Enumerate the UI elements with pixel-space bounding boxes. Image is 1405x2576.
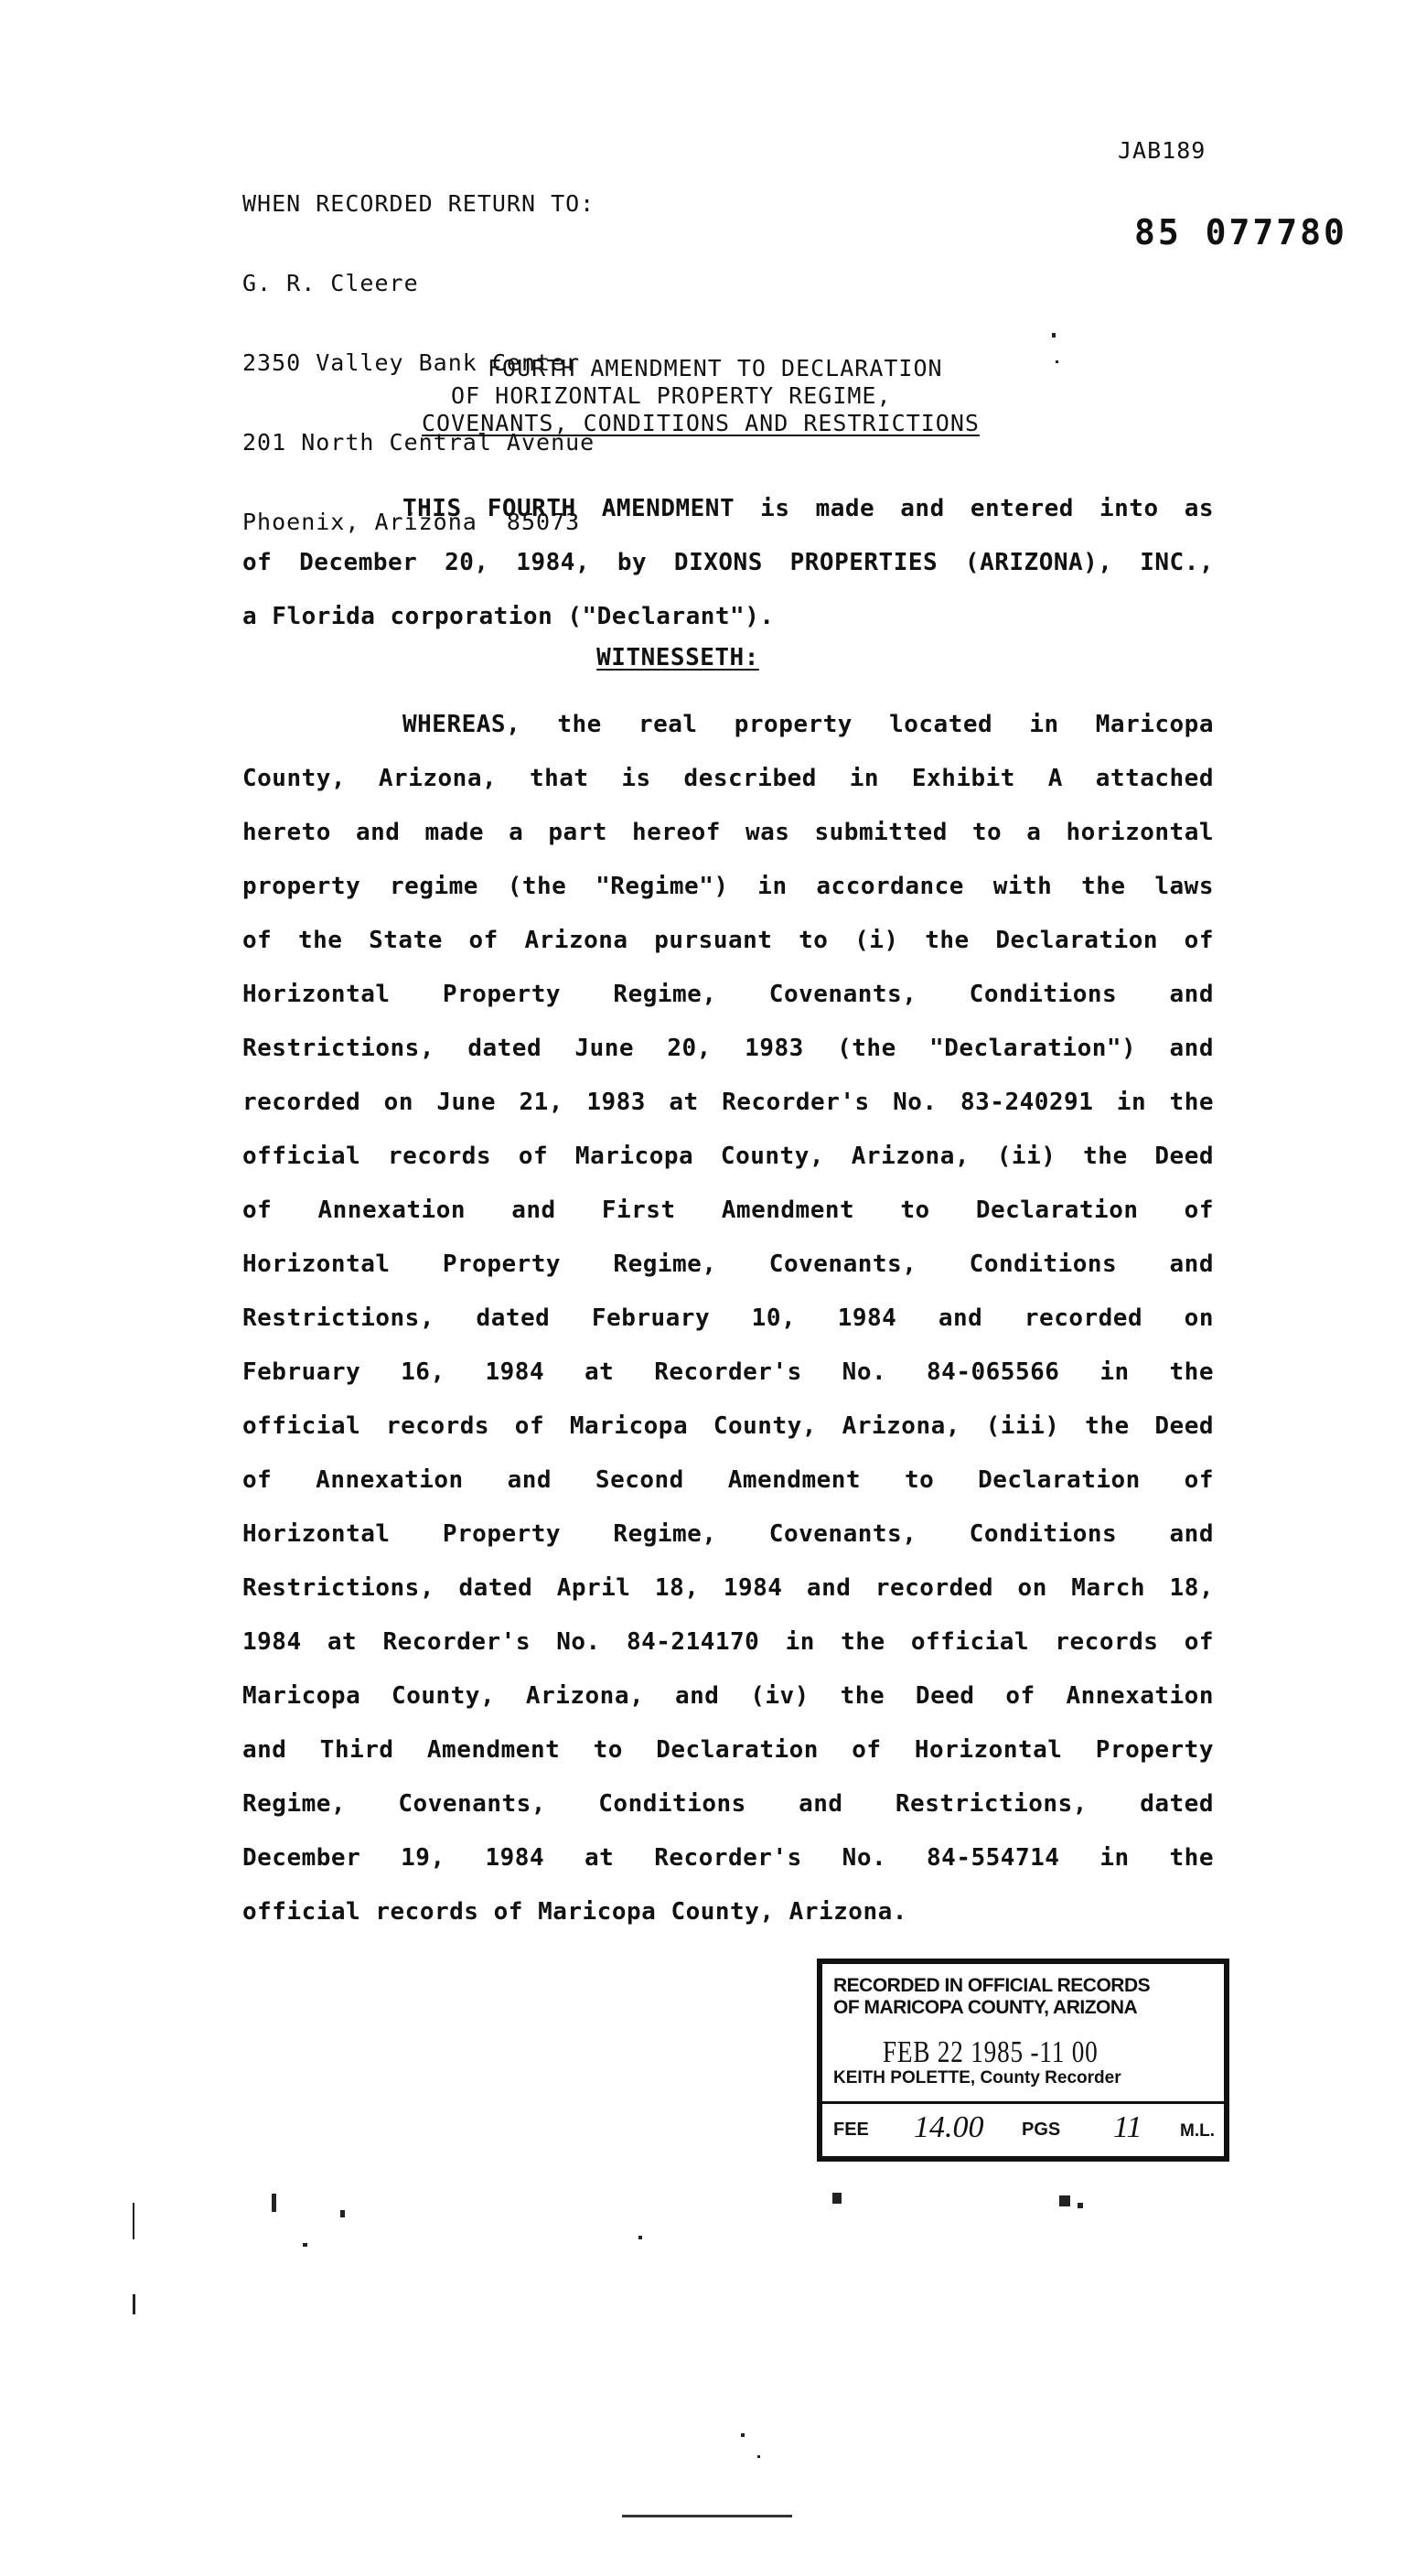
- scan-speck: [340, 2210, 345, 2217]
- scan-speck: [1056, 360, 1058, 363]
- stamp-divider: [822, 2101, 1224, 2104]
- scan-speck: [133, 2203, 134, 2239]
- scan-speck: [1078, 2203, 1083, 2208]
- document-code: JAB189: [1118, 137, 1207, 164]
- paragraph-line: of the State of Arizona pursuant to (i) the Declaration of: [242, 927, 1214, 954]
- stamp-pgs-value: 11: [1113, 2110, 1142, 2144]
- title-line-3: COVENANTS, CONDITIONS AND RESTRICTIONS: [422, 410, 980, 436]
- scan-speck: [741, 2433, 745, 2437]
- paragraph-line: official records of Maricopa County, Arizona, (ii) the Deed: [242, 1143, 1214, 1170]
- paragraph-line: Restrictions, dated June 20, 1983 (the "Declaration") and: [242, 1035, 1214, 1062]
- paragraph-line: hereto and made a part hereof was submitted to a horizontal: [242, 819, 1214, 846]
- scan-speck: [1059, 2195, 1070, 2206]
- title-line-1: FOURTH AMENDMENT TO DECLARATION: [488, 355, 943, 381]
- paragraph-line: a Florida corporation ("Declarant").: [242, 603, 775, 630]
- scan-speck: [272, 2194, 276, 2212]
- stamp-pgs-label: PGS: [1022, 2120, 1061, 2140]
- recording-stamp: [817, 1959, 1229, 2162]
- paragraph-line: and Third Amendment to Declaration of Horizontal Property: [242, 1736, 1214, 1764]
- intro-paragraph: [242, 482, 1214, 644]
- stamp-line-2: OF MARICOPA COUNTY, ARIZONA: [833, 1997, 1138, 2018]
- return-line: 201 North Central Avenue: [242, 429, 595, 456]
- stamp-fee-value: 14.00: [914, 2110, 984, 2144]
- scan-speck: [832, 2193, 842, 2204]
- stamp-fee-label: FEE: [833, 2120, 869, 2140]
- scan-speck: [757, 2455, 760, 2458]
- paragraph-line: Restrictions, dated April 18, 1984 and recorded on March 18,: [242, 1574, 1214, 1602]
- paragraph-line: of Annexation and Second Amendment to Declaration of: [242, 1466, 1214, 1494]
- paragraph-line: THIS FOURTH AMENDMENT is made and entered into as: [402, 495, 1214, 522]
- stamp-ml-label: M.L.: [1180, 2121, 1215, 2141]
- scan-speck: [1052, 333, 1056, 338]
- paragraph-line: Regime, Covenants, Conditions and Restrictions, dated: [242, 1790, 1214, 1818]
- witnesseth-text: WITNESSETH:: [596, 644, 759, 671]
- witnesseth-heading: [0, 644, 1405, 671]
- paragraph-line: of Annexation and First Amendment to Declaration of: [242, 1197, 1214, 1224]
- stamp-line-1: RECORDED IN OFFICIAL RECORDS: [833, 1975, 1151, 1996]
- stamp-recorder: KEITH POLETTE, County Recorder: [833, 2068, 1121, 2088]
- return-line: Phoenix, Arizona 85073: [242, 509, 581, 535]
- paragraph-line: Restrictions, dated February 10, 1984 and recorded on: [242, 1304, 1214, 1332]
- return-line: 2350 Valley Bank Center: [242, 349, 581, 376]
- stamp-header: [833, 1975, 1150, 2019]
- paragraph-line: property regime (the "Regime") in accordance with the laws: [242, 873, 1214, 900]
- return-line: WHEN RECORDED RETURN TO:: [242, 190, 595, 217]
- paragraph-line: Horizontal Property Regime, Covenants, Conditions and: [242, 1250, 1214, 1278]
- paragraph-line: official records of Maricopa County, Arizona, (iii) the Deed: [242, 1412, 1214, 1440]
- scan-speck: [133, 2294, 135, 2314]
- paragraph-line: recorded on June 21, 1983 at Recorder's No. 83-240291 in the: [242, 1089, 1214, 1116]
- scan-speck: [638, 2236, 642, 2239]
- paragraph-line: Horizontal Property Regime, Covenants, Conditions and: [242, 981, 1214, 1008]
- paragraph-line: February 16, 1984 at Recorder's No. 84-065566 in the: [242, 1358, 1214, 1386]
- stamp-date: FEB 22 1985 -11 00: [883, 2035, 1099, 2069]
- paragraph-line: official records of Maricopa County, Arizona.: [242, 1898, 907, 1926]
- paragraph-line: of December 20, 1984, by DIXONS PROPERTIES (ARIZONA), INC.,: [242, 549, 1214, 576]
- title-line-2: OF HORIZONTAL PROPERTY REGIME,: [451, 382, 892, 409]
- paragraph-line: December 19, 1984 at Recorder's No. 84-554714 in the: [242, 1844, 1214, 1872]
- scan-speck: [303, 2243, 307, 2247]
- bottom-rule: [622, 2515, 792, 2517]
- paragraph-line: Maricopa County, Arizona, and (iv) the Deed of Annexation: [242, 1682, 1214, 1710]
- recorder-number: 85 077780: [1134, 212, 1347, 252]
- paragraph-line: Horizontal Property Regime, Covenants, Conditions and: [242, 1520, 1214, 1548]
- paragraph-line: WHEREAS, the real property located in Maricopa: [402, 711, 1214, 738]
- whereas-paragraph: [242, 698, 1214, 1939]
- paragraph-line: County, Arizona, that is described in Exhibit A attached: [242, 765, 1214, 792]
- paragraph-line: 1984 at Recorder's No. 84-214170 in the official records of: [242, 1628, 1214, 1656]
- return-line: G. R. Cleere: [242, 270, 419, 296]
